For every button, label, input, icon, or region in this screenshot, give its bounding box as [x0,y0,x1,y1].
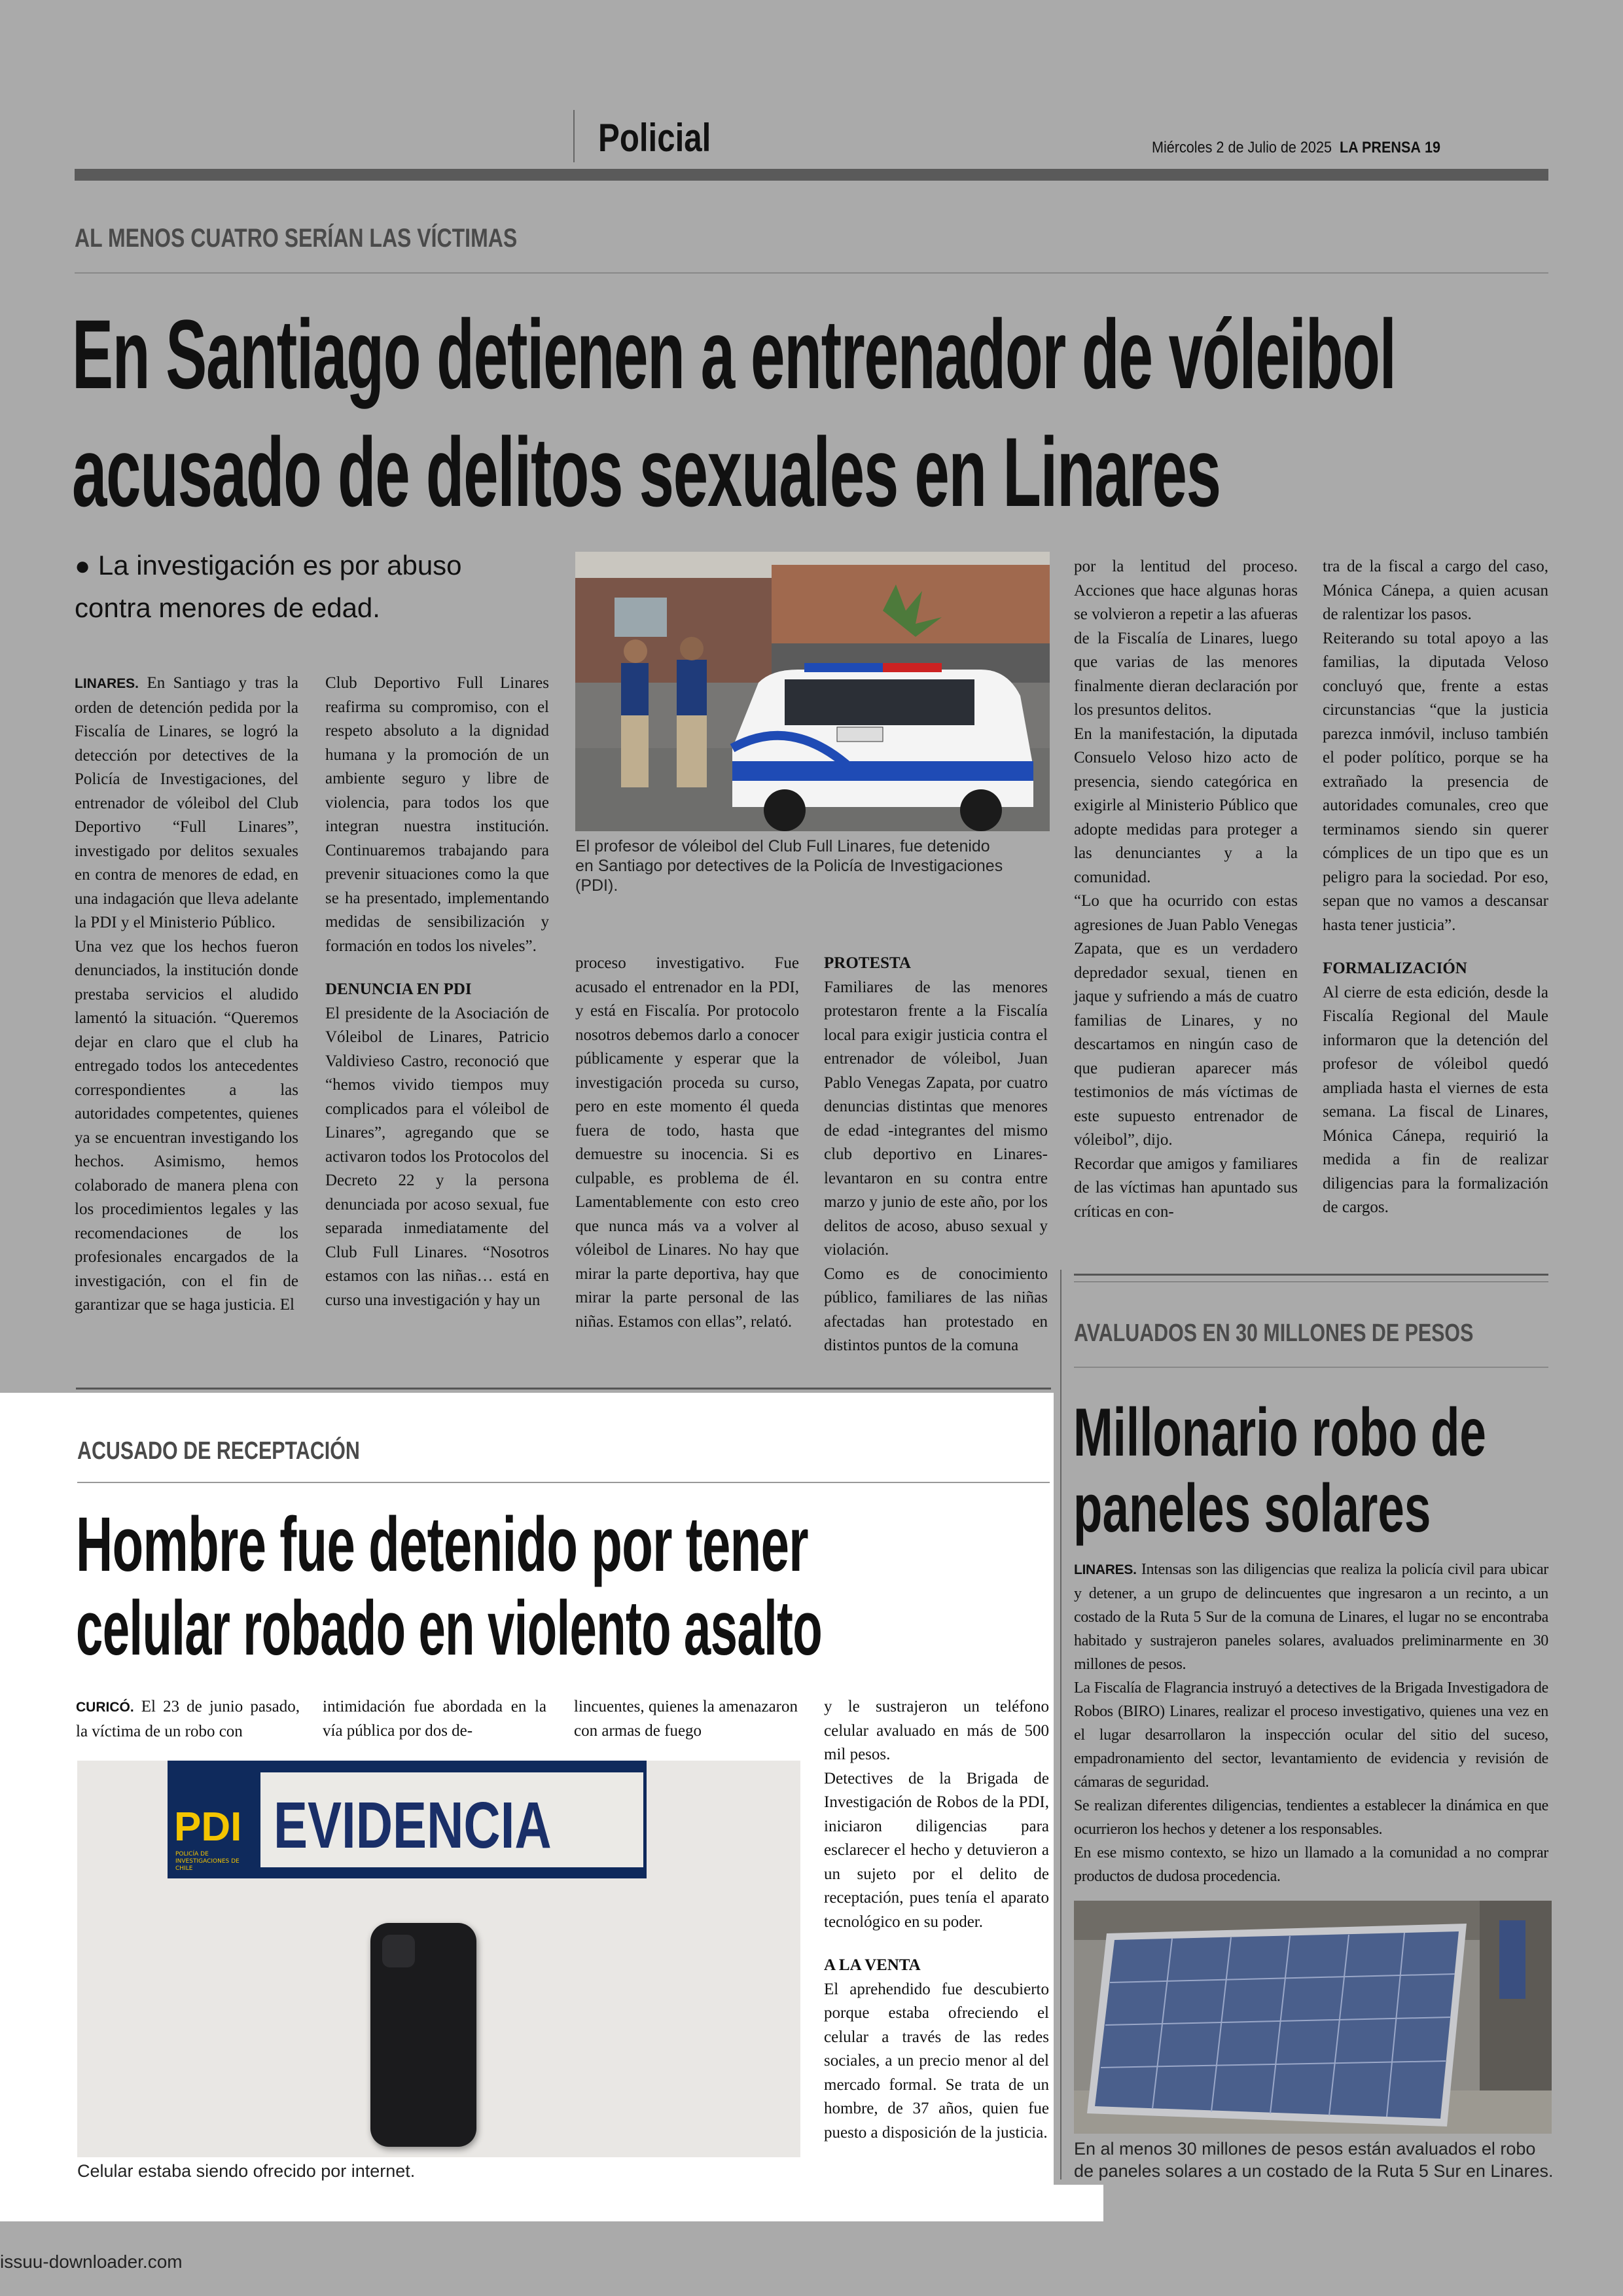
main-column-1 [75,672,298,1318]
badge-pdi: PDI [174,1804,242,1850]
story3-p4: En ese mismo contexto, se hizo un llamado a la comunidad a no comprar productos de dudosa procedencia. [1074,1844,1548,1885]
story2-photo-evidence-phone [77,1761,800,2157]
story2-col4-p1: y le sustrajeron un teléfono celular avaluado en más de 500 mil pesos. [824,1698,1049,1763]
main-photo-police-car [575,552,1050,831]
main-column-3 [575,952,799,1334]
main-col5-p2: En la manifestación, la diputada Consuelo Veloso hizo acto de presencia, siendo categórica en exigirle al Ministerio Público que adopte medidas para proteger a las denunciantes y a la comunidad. [1074,725,1298,886]
story2-col4-p2: Detectives de la Brigada de Investigación de Robos de la PDI, iniciaron diligencias para esclarecer el hecho y detuvieron a un sujeto por el delito de receptación, pues tenía el aparato tecnológico en su poder. [824,1769,1049,1931]
main-col6-p2: Reiterando su total apoyo a las familias, la diputada Veloso concluyó que, frente a estas circunstancias “que la justicia parezca inmóvil, incluso también el poder político, porque se ha extrañado la presencia de autoridades comunales, creo que terminamos siendo sin querer cómplices de un tipo que es un peligro para la sociedad. Por eso, sepan que no vamos a descansar hasta tener justicia”. [1323,629,1548,934]
vertical-column-rule [1060,1270,1061,2179]
main-photo-caption [575,836,1050,895]
watermark: issuu-downloader.com [0,2251,183,2272]
paper-name: LA PRENSA [1339,139,1421,156]
main-col5-p1: por la lentitud del proceso. Acciones que hace algunas horas se volvieron a repetir a las afueras de la Fiscalía de Linares, luego que varias de las menores finalmente dieran declaración por los presuntos delitos. [1074,558,1298,719]
story3-caption-line1: En al menos 30 millones de pesos están avaluados el robo [1074,2139,1536,2159]
story3-dateline: LINARES. [1074,1562,1137,1577]
story3-top-rule [1074,1274,1548,1276]
header-date [1152,139,1440,157]
main-col2-p2: El presidente de la Asociación de Vóleibol de Linares, Patricio Valdivieso Castro, reconoció que “hemos vivido tiempos muy complicados para el vóleibol de Linares”, agregando que se activaron todos los Protocolos del Decreto 22 y la persona denunciada por acoso sexual, fue separada inmediatamente del Club Full Linares. “Nosotros estamos con las niñas… está en curso una investigación y hay un [325,1004,549,1309]
bullet-line1: La investigación es por abuso [98,550,462,581]
caption-line3: (PDI). [575,876,618,895]
subhead-denuncia: DENUNCIA EN PDI [325,980,472,998]
story2-column-3 [574,1695,798,1743]
evidence-sign-text: EVIDENCIA [274,1789,552,1862]
main-bullet [75,545,546,629]
story3-p3: Se realizan diferentes diligencias, tendientes a establecer la dinámica en que ocurrieron los hechos y detener a los responsables. [1074,1797,1548,1838]
subhead-a-la-venta: A LA VENTA [824,1956,921,1974]
story2-kicker: ACUSADO DE RECEPTACIÓN [77,1437,360,1465]
story2-kicker-rule [77,1482,1050,1483]
main-col5-p3: “Lo que ha ocurrido con estas agresiones de Juan Pablo Venegas Zapata, que es un verdadero depredador sexual, tienen en jaque y sufriendo a más de cuatro familias de Linares, y no descartamos en ningún caso de que pudieran aparecer más testimonios de más víctimas de este supuesto entrenador de vóleibol”, dijo. [1074,892,1298,1149]
badge-pdi-small: POLICÍA DE INVESTIGACIONES DE CHILE [175,1851,240,1872]
main-col6-p3: Al cierre de esta edición, desde la Fiscalía Regional del Maule informaron que la detención del profesor de vóleibol quedó ampliada hasta el viernes de esta semana. La fiscal de Linares, Mónica Cánepa, requirió la medida a fin de realizar diligencias para la formalización de cargos. [1323,983,1548,1216]
main-column-5 [1074,555,1298,1224]
header-divider [573,110,575,162]
story2-top-rule [76,1388,1051,1390]
section-title: Policial [598,116,711,160]
story3-kicker-rule [1074,1367,1548,1368]
story2-headline-line1: Hombre fue detenido por tener [76,1501,808,1588]
main-col5-p4: Recordar que amigos y familiares de las víctimas han apuntado sus críticas en con- [1074,1155,1298,1221]
story3-photo-solar-panels [1074,1901,1552,2134]
main-column-2 [325,672,549,1312]
subhead-protesta: PROTESTA [824,954,911,972]
story2-photo-caption: Celular estaba siendo ofrecido por internet. [77,2161,416,2181]
main-col4-p2: Como es de conocimiento público, familiares de las niñas afectadas han protestado en distintos puntos de la comuna [824,1265,1048,1354]
main-col1-p2: Una vez que los hechos fueron denunciados, la institución donde prestaba servicios el aludido lamentó la situación. “Queremos dejar en claro que el club ha entregado todos los antecedentes correspondientes a las autoridades competentes, quienes ya se encuentran investigando los hechos. Asimismo, hemos colaborado de manera plena con los procedimientos legales y las recomendaciones de los profesionales encargados de la investigación, con el fin de garantizar que se haga justicia. El [75,937,298,1314]
story2-column-2 [323,1695,546,1743]
page-number: 19 [1425,139,1441,156]
story3-headline-line1: Millonario robo de [1073,1395,1486,1471]
bullet-line2: contra menores de edad. [75,592,380,623]
bullet-icon: ● [75,552,91,581]
main-col3-p1: proceso investigativo. Fue acusado el entrenador en la PDI, y está en Fiscalía. Por protocolo nosotros debemos darlo a conocer públicamente y esperar que la investigación proceda su curso, pero en este momento él queda fuera de todo, hasta que demuestre su inocencia. Si es culpable, es problema de él. Lamentablemente con esto creo que nunca más va a volver al vóleibol de Linares. No hay que mirar la parte deportiva, hay que mirar la parte personal de las niñas. Estamos con ellas”, relató. [575,954,799,1331]
story3-p1: Intensas son las diligencias que realiza la policía civil para ubicar y detener, a un grupo de delincuentes que ingresaron a un recinto, a un costado de la Ruta 5 Sur de la comuna de Linares, el lugar no se encontraba habitado y sustrajeron paneles solares, avaluados preliminarmente en 30 millones de pesos. [1074,1561,1548,1673]
header-bar [75,169,1548,181]
main-kicker-rule [75,272,1548,274]
main-column-4 [824,952,1048,1358]
story2-dateline: CURICÓ. [76,1700,134,1715]
story2-column-1 [76,1695,300,1744]
story3-kicker: AVALUADOS EN 30 MILLONES DE PESOS [1074,1319,1474,1347]
story3-photo-caption [1074,2138,1553,2182]
story3-caption-line2: de paneles solares a un costado de la Ruta 5 Sur en Linares. [1074,2161,1554,2181]
subhead-formalizacion: FORMALIZACIÓN [1323,960,1467,977]
main-headline-line1: En Santiago detienen a entrenador de vóleibol [72,299,1396,409]
story2-column-4 [824,1695,1049,2145]
phone-camera [382,1935,415,1967]
story2-col1-text: El 23 de junio pasado, la víctima de un robo con [76,1698,300,1740]
main-col2-p1: Club Deportivo Full Linares reafirma su compromiso, con el respeto absoluto a la dignidad humana y la promoción de un ambiente seguro y libre de violencia, para todos los que integran nuestra institución. Continuaremos trabajando para prevenir situaciones como la que se ha presentado, implementando medidas de sensibilización y formación en todos los niveles”. [325,674,549,955]
story2-headline-line2: celular robado en violento asalto [76,1585,823,1672]
main-kicker: AL MENOS CUATRO SERÍAN LAS VÍCTIMAS [75,224,518,253]
main-col6-p1: tra de la fiscal a cargo del caso, Mónica Cánepa, a quien acusan de ralentizar los pasos. [1323,558,1548,623]
story2-col4-p3: El aprehendido fue descubierto porque estaba ofreciendo el celular a través de las redes sociales, a un precio menor al del mercado formal. Se trata de un hombre, de 37 años, quien fue puesto a disposición de la justicia. [824,1980,1049,2142]
caption-line1: El profesor de vóleibol del Club Full Linares, fue detenido [575,837,990,855]
story3-headline-line2: paneles solares [1073,1471,1431,1547]
dateline: LINARES. [75,676,139,691]
story2-col3-text: lincuentes, quienes la amenazaron con armas de fuego [574,1698,798,1740]
story2-col2-text: intimidación fue abordada en la vía pública por dos de- [323,1698,546,1740]
story3-p2: La Fiscalía de Flagrancia instruyó a detectives de la Brigada Investigadora de Robos (BIRO) Linares, realizar el proceso investigativo, quienes una vez en el lugar desarrollaron la inspección ocular del sitio del suceso, empadronamiento del sector, levantamiento de evidencia y revisión de cámaras de seguridad. [1074,1679,1548,1791]
main-column-6 [1323,555,1548,1220]
date-text: Miércoles 2 de Julio de 2025 [1152,139,1332,156]
story3-body [1074,1558,1548,1888]
story2-white-panel-extension [785,2185,1103,2221]
main-col1-p1: En Santiago y tras la orden de detención pedida por la Fiscalía de Linares, se logró la detección por detectives de la Policía de Investigaciones, del entrenador de vóleibol del Club Deportivo “Full Linares”, investigado por delitos sexuales en contra de menores de edad, en una indagación que lleva adelante la PDI y el Ministerio Público. [75,674,298,931]
caption-line2: en Santiago por detectives de la Policía de Investigaciones [575,857,1003,875]
main-col4-p1: Familiares de las menores protestaron frente a la Fiscalía local para exigir justicia contra el entrenador de vóleibol, Juan Pablo Venegas Zapata, por cuatro denuncias distintas que menores de edad -integrantes del mismo club deportivo en Linares- levantaron en su contra entre marzo y junio de este año, por los delitos de acoso, abuso sexual y violación. [824,978,1048,1259]
main-headline-line2: acusado de delitos sexuales en Linares [72,417,1221,527]
